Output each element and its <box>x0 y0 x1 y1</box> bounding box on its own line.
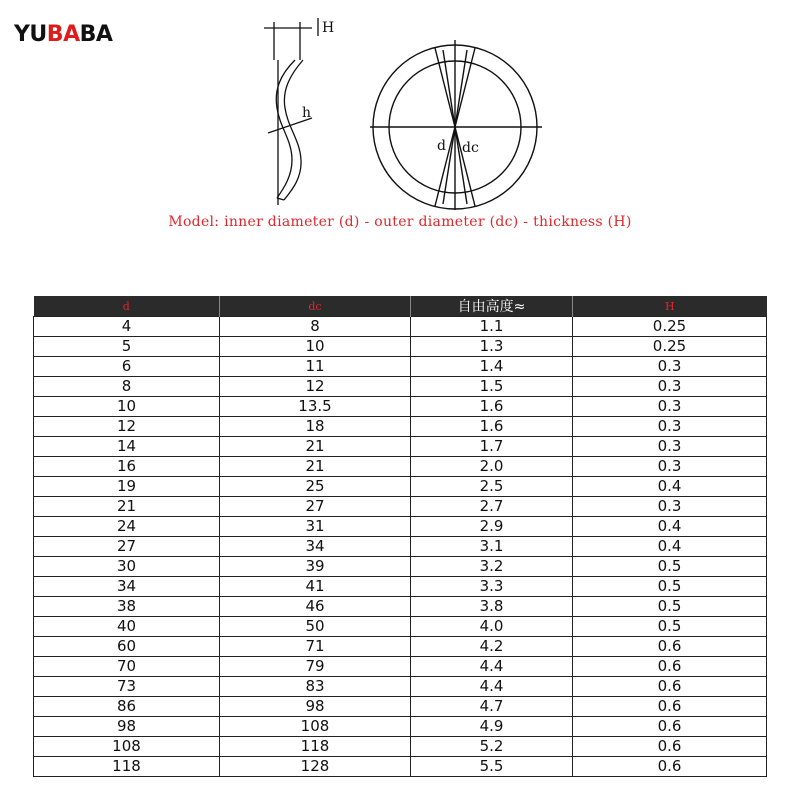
cell-d: 8 <box>34 377 220 397</box>
cell-d: 86 <box>34 697 220 717</box>
table-row <box>34 337 767 357</box>
cell-H: 0.3 <box>573 357 767 377</box>
cell-dc: 46 <box>220 597 411 617</box>
model-description: Model: inner diameter (d) - outer diameter (dc) - thickness (H) <box>168 214 632 230</box>
cell-d: 40 <box>34 617 220 637</box>
cell-dc: 39 <box>220 557 411 577</box>
brand-part-1: YU <box>14 22 47 47</box>
table-row <box>34 457 767 477</box>
table-row <box>34 597 767 617</box>
table-row <box>34 477 767 497</box>
cell-free-height: 2.0 <box>411 457 573 477</box>
cell-free-height: 5.2 <box>411 737 573 757</box>
cell-d: 4 <box>34 317 220 337</box>
cell-H: 0.6 <box>573 697 767 717</box>
cell-dc: 10 <box>220 337 411 357</box>
cell-H: 0.6 <box>573 757 767 777</box>
table-row <box>34 657 767 677</box>
table-row <box>34 637 767 657</box>
cell-H: 0.3 <box>573 377 767 397</box>
cell-d: 10 <box>34 397 220 417</box>
cell-H: 0.5 <box>573 577 767 597</box>
cell-free-height: 4.7 <box>411 697 573 717</box>
table-body <box>34 317 767 777</box>
cell-d: 60 <box>34 637 220 657</box>
cell-d: 73 <box>34 677 220 697</box>
cell-dc: 31 <box>220 517 411 537</box>
cell-free-height: 2.5 <box>411 477 573 497</box>
table-row <box>34 317 767 337</box>
cell-dc: 12 <box>220 377 411 397</box>
cell-free-height: 1.5 <box>411 377 573 397</box>
cell-free-height: 4.4 <box>411 657 573 677</box>
cell-d: 6 <box>34 357 220 377</box>
cell-free-height: 3.1 <box>411 537 573 557</box>
label-H: H <box>322 20 335 36</box>
table-row <box>34 497 767 517</box>
cell-free-height: 1.1 <box>411 317 573 337</box>
cell-free-height: 1.4 <box>411 357 573 377</box>
cell-H: 0.5 <box>573 597 767 617</box>
cell-H: 0.3 <box>573 437 767 457</box>
table-row <box>34 357 767 377</box>
cell-d: 108 <box>34 737 220 757</box>
cell-dc: 79 <box>220 657 411 677</box>
brand-part-2: BA <box>46 22 80 47</box>
cell-free-height: 4.0 <box>411 617 573 637</box>
cell-H: 0.6 <box>573 717 767 737</box>
label-dc: dc <box>462 140 479 156</box>
table-header-row <box>34 296 767 317</box>
cell-dc: 25 <box>220 477 411 497</box>
cell-dc: 34 <box>220 537 411 557</box>
cell-free-height: 4.2 <box>411 637 573 657</box>
table-row <box>34 737 767 757</box>
header-d: d <box>34 296 220 317</box>
cell-dc: 11 <box>220 357 411 377</box>
cell-free-height: 1.6 <box>411 417 573 437</box>
cell-free-height: 4.9 <box>411 717 573 737</box>
cell-H: 0.5 <box>573 617 767 637</box>
cell-dc: 18 <box>220 417 411 437</box>
table-row <box>34 677 767 697</box>
table-row <box>34 717 767 737</box>
cell-H: 0.25 <box>573 337 767 357</box>
wave-washer-diagram <box>0 0 800 210</box>
header-free-height: 自由高度≈ <box>411 296 573 317</box>
cell-d: 14 <box>34 437 220 457</box>
cell-free-height: 2.7 <box>411 497 573 517</box>
table-row <box>34 757 767 777</box>
cell-free-height: 1.6 <box>411 397 573 417</box>
cell-d: 16 <box>34 457 220 477</box>
header-H: H <box>573 296 767 317</box>
table-row <box>34 577 767 597</box>
cell-d: 21 <box>34 497 220 517</box>
cell-H: 0.6 <box>573 657 767 677</box>
cell-H: 0.25 <box>573 317 767 337</box>
label-h: h <box>302 105 312 121</box>
cell-dc: 128 <box>220 757 411 777</box>
cell-free-height: 2.9 <box>411 517 573 537</box>
table-row <box>34 377 767 397</box>
cell-H: 0.6 <box>573 637 767 657</box>
cell-H: 0.3 <box>573 397 767 417</box>
cell-H: 0.3 <box>573 497 767 517</box>
brand-part-3: BA <box>79 22 113 47</box>
cell-dc: 118 <box>220 737 411 757</box>
cell-free-height: 3.3 <box>411 577 573 597</box>
front-view <box>370 40 542 210</box>
cell-d: 12 <box>34 417 220 437</box>
cell-d: 118 <box>34 757 220 777</box>
cell-dc: 71 <box>220 637 411 657</box>
cell-H: 0.4 <box>573 537 767 557</box>
label-d: d <box>437 138 446 154</box>
cell-free-height: 1.3 <box>411 337 573 357</box>
header-dc: dc <box>220 296 411 317</box>
cell-dc: 41 <box>220 577 411 597</box>
table-row <box>34 517 767 537</box>
cell-H: 0.4 <box>573 477 767 497</box>
cell-H: 0.3 <box>573 457 767 477</box>
cell-H: 0.3 <box>573 417 767 437</box>
cell-d: 70 <box>34 657 220 677</box>
cell-dc: 83 <box>220 677 411 697</box>
cell-dc: 98 <box>220 697 411 717</box>
table-row <box>34 617 767 637</box>
cell-dc: 50 <box>220 617 411 637</box>
cell-free-height: 1.7 <box>411 437 573 457</box>
cell-dc: 13.5 <box>220 397 411 417</box>
cell-d: 34 <box>34 577 220 597</box>
table-row <box>34 697 767 717</box>
table-row <box>34 437 767 457</box>
table-row <box>34 397 767 417</box>
cell-dc: 108 <box>220 717 411 737</box>
cell-dc: 21 <box>220 457 411 477</box>
cell-H: 0.6 <box>573 737 767 757</box>
cell-free-height: 5.5 <box>411 757 573 777</box>
cell-free-height: 3.2 <box>411 557 573 577</box>
spec-table <box>33 296 767 777</box>
cell-d: 27 <box>34 537 220 557</box>
cell-d: 19 <box>34 477 220 497</box>
table-row <box>34 537 767 557</box>
cell-d: 24 <box>34 517 220 537</box>
cell-dc: 8 <box>220 317 411 337</box>
cell-d: 5 <box>34 337 220 357</box>
cell-free-height: 4.4 <box>411 677 573 697</box>
cell-dc: 27 <box>220 497 411 517</box>
cell-d: 30 <box>34 557 220 577</box>
cell-H: 0.4 <box>573 517 767 537</box>
cell-H: 0.5 <box>573 557 767 577</box>
cell-dc: 21 <box>220 437 411 457</box>
cell-d: 38 <box>34 597 220 617</box>
table-row <box>34 417 767 437</box>
cell-d: 98 <box>34 717 220 737</box>
cell-H: 0.6 <box>573 677 767 697</box>
cell-free-height: 3.8 <box>411 597 573 617</box>
table-row <box>34 557 767 577</box>
